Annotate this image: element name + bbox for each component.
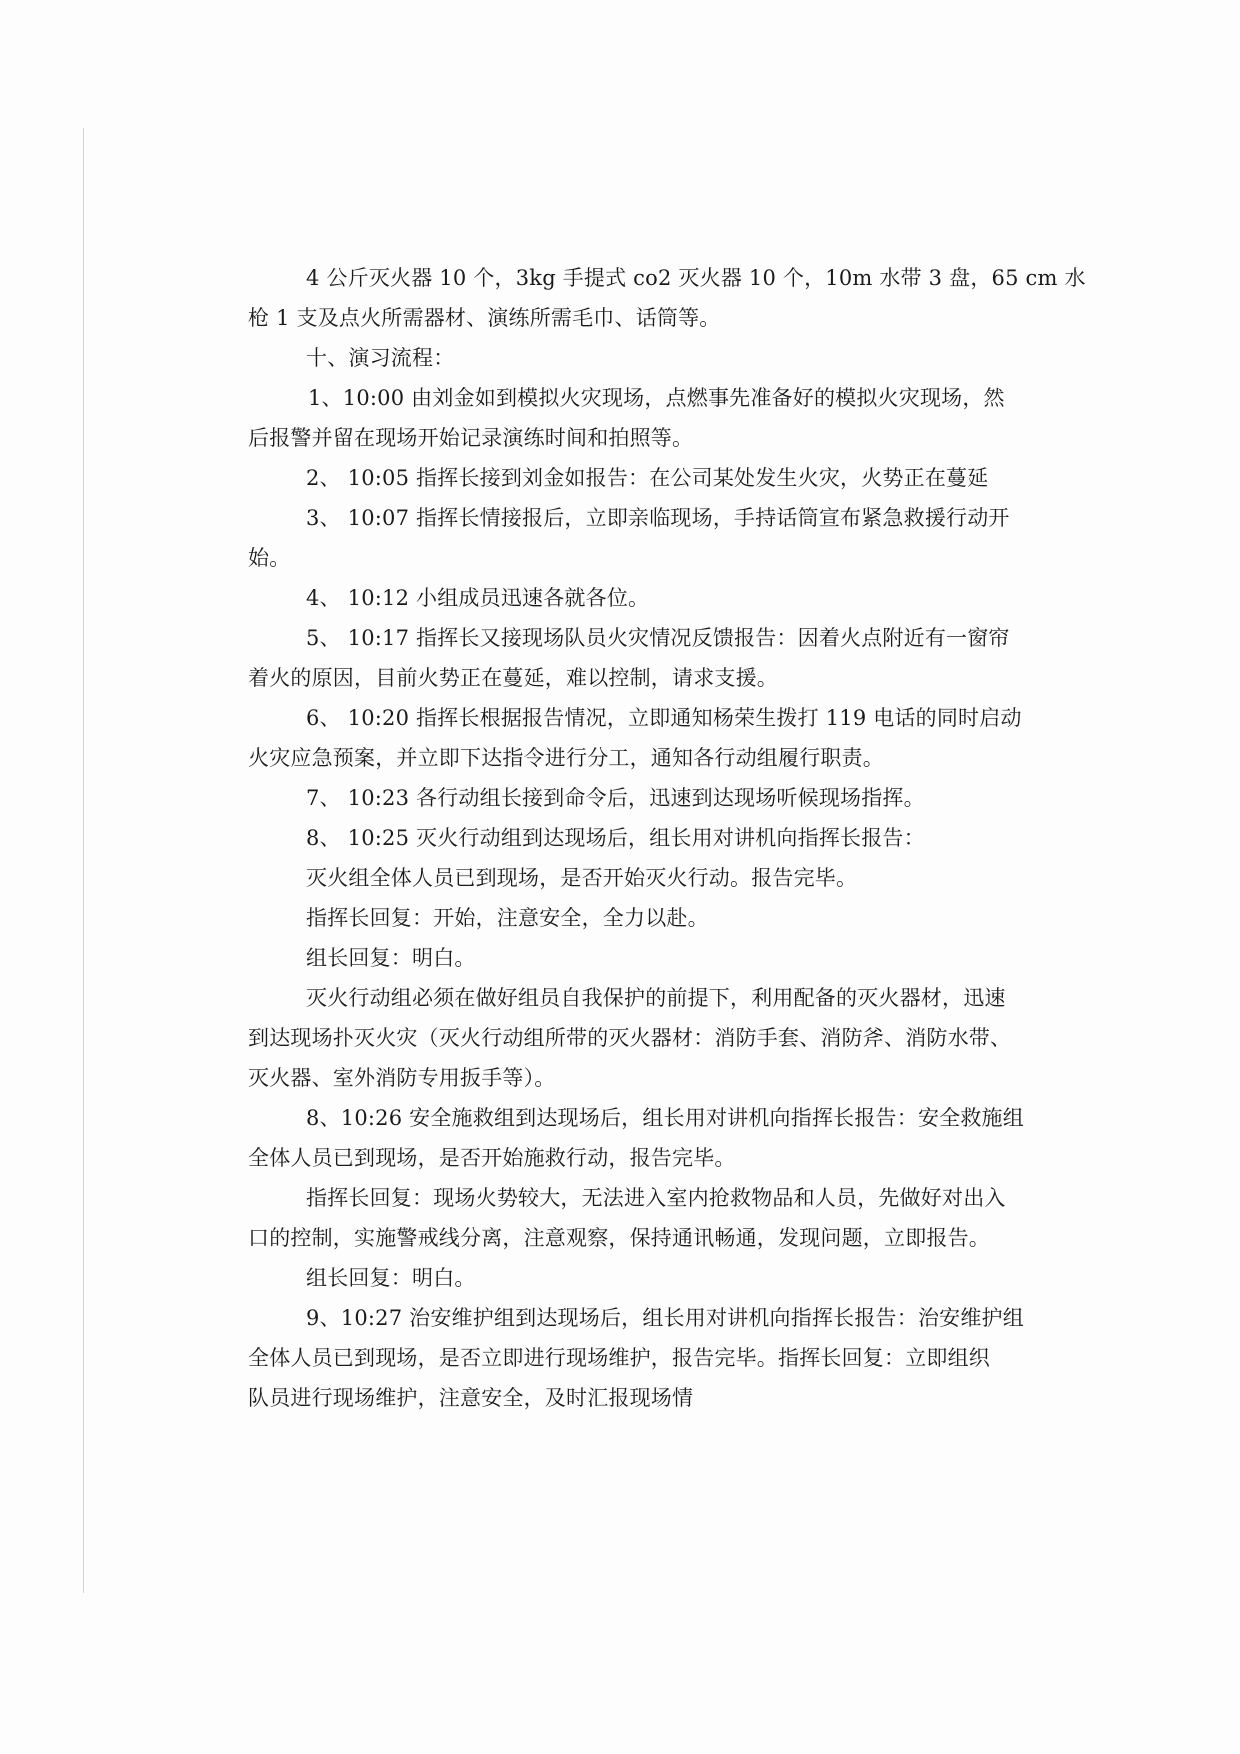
text-line: 4 公斤灭火器 10 个，3kg 手提式 co2 灭火器 10 个，10m 水带 3 盘，65 cm 水 xyxy=(306,266,1086,290)
text-line: 8、 10:25 灭火行动组到达现场后，组长用对讲机向指挥长报告： xyxy=(306,826,925,850)
text-line: 6、 10:20 指挥长根据报告情况，立即通知杨荣生拨打 119 电话的同时启动 xyxy=(306,706,1022,730)
text-line: 火灾应急预案，并立即下达指令进行分工，通知各行动组履行职责。 xyxy=(248,746,884,770)
text-line: 8、10:26 安全施救组到达现场后，组长用对讲机向指挥长报告：安全救施组 xyxy=(306,1106,1024,1130)
document-body xyxy=(248,258,1086,1418)
text-line: 着火的原因，目前火势正在蔓延，难以控制，请求支援。 xyxy=(248,666,778,690)
binding-margin-line xyxy=(83,128,84,1593)
text-line: 始。 xyxy=(248,546,291,570)
text-line: 指挥长回复：现场火势较大，无法进入室内抢救物品和人员，先做好对出入 xyxy=(306,1186,1006,1210)
text-line: 口的控制，实施警戒线分离，注意观察，保持通讯畅通，发现问题，立即报告。 xyxy=(248,1226,990,1250)
text-line: 3、 10:07 指挥长情接报后，立即亲临现场，手持话筒宣布紧急救援行动开 xyxy=(306,506,1010,530)
text-line: 灭火组全体人员已到现场，是否开始灭火行动。报告完毕。 xyxy=(306,866,858,890)
text-line: 组长回复：明白。 xyxy=(306,946,476,970)
text-line: 全体人员已到现场，是否立即进行现场维护，报告完毕。指挥长回复：立即组织 xyxy=(248,1346,990,1370)
text-line: 枪 1 支及点火所需器材、演练所需毛巾、话筒等。 xyxy=(248,306,721,330)
text-line: 灭火行动组必须在做好组员自我保护的前提下，利用配备的灭火器材，迅速 xyxy=(306,986,1006,1010)
text-line: 1、10:00 由刘金如到模拟火灾现场，点燃事先准备好的模拟火灾现场，然 xyxy=(308,386,1005,410)
text-line: 7、 10:23 各行动组长接到命令后，迅速到达现场听候现场指挥。 xyxy=(306,786,925,810)
text-line: 2、 10:05 指挥长接到刘金如报告：在公司某处发生火灾，火势正在蔓延 xyxy=(306,466,989,490)
text-line: 5、 10:17 指挥长又接现场队员火灾情况反馈报告：因着火点附近有一窗帘 xyxy=(306,626,1010,650)
section-heading: 十、演习流程： xyxy=(306,346,455,370)
text-line: 灭火器、室外消防专用扳手等）。 xyxy=(248,1066,556,1090)
text-line: 指挥长回复：开始，注意安全，全力以赴。 xyxy=(306,906,709,930)
text-line: 组长回复：明白。 xyxy=(306,1266,476,1290)
text-line: 4、 10:12 小组成员迅速各就各位。 xyxy=(306,586,650,610)
text-line: 9、10:27 治安维护组到达现场后，组长用对讲机向指挥长报告：治安维护组 xyxy=(306,1306,1024,1330)
text-line: 后报警并留在现场开始记录演练时间和拍照等。 xyxy=(248,426,694,450)
text-line: 队员进行现场维护，注意安全，及时汇报现场情 xyxy=(248,1386,694,1410)
text-line: 全体人员已到现场，是否开始施救行动，报告完毕。 xyxy=(248,1146,736,1170)
text-line: 到达现场扑灭火灾（灭火行动组所带的灭火器材：消防手套、消防斧、消防水带、 xyxy=(248,1026,1012,1050)
